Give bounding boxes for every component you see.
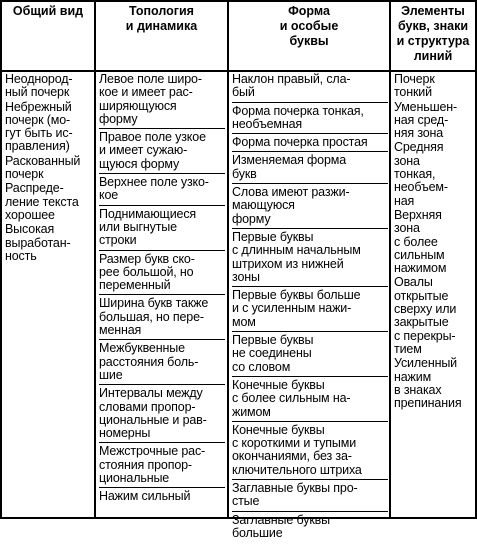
header-elements — [391, 4, 475, 68]
header-line: и особые — [279, 19, 339, 33]
item-line: Заглавные буквы про- — [232, 481, 358, 496]
item-line: менная — [99, 323, 142, 338]
item-line: тонкий — [394, 85, 432, 100]
item-line: Межстрочные рас- — [99, 444, 206, 459]
item-line: стояния пропор- — [99, 457, 192, 472]
item-line: тонкая, — [394, 167, 436, 182]
list-item — [232, 289, 388, 332]
list-item — [99, 176, 225, 206]
item-line: штрихом из нижней — [232, 256, 344, 271]
list-item — [232, 136, 388, 152]
item-line: Высокая — [5, 222, 55, 237]
list-item — [99, 342, 225, 385]
item-line: Ширина букв также — [99, 296, 209, 311]
list-item — [232, 482, 388, 512]
list-item — [99, 490, 225, 505]
item-line: ность — [5, 248, 37, 263]
list-item — [99, 387, 225, 443]
item-line: с длинным начальным — [232, 243, 361, 258]
item-line: хорошее — [5, 207, 55, 222]
item-line: с более сильным на- — [232, 391, 351, 406]
header-line: Форма — [288, 4, 330, 18]
list-item — [232, 231, 388, 287]
item-line: Верхняя — [394, 207, 442, 222]
item-line: шие — [99, 367, 123, 382]
item-line: нажимом — [394, 261, 447, 276]
item-line: Конечные буквы — [232, 422, 325, 437]
item-line: гут быть ис- — [5, 126, 73, 141]
item-line: Правое поле узкое — [99, 130, 206, 145]
list-item — [99, 253, 225, 296]
header-line: и динамика — [125, 19, 198, 33]
item-line: Межбуквенные — [99, 341, 185, 356]
item-line: Нажим сильный — [99, 489, 191, 504]
item-line: открытые — [394, 288, 449, 303]
item-line: Почерк — [394, 72, 435, 86]
item-line: словами пропор- — [99, 399, 196, 414]
item-line: необъем- — [394, 180, 448, 195]
item-line: закрытые — [394, 315, 449, 330]
item-line: Средняя — [394, 140, 444, 155]
header-line: линий — [413, 49, 453, 63]
item-line: Конечные буквы — [232, 377, 325, 392]
list-item — [99, 73, 225, 129]
item-line: сильным — [394, 247, 445, 262]
list-item — [232, 514, 388, 543]
list-item — [394, 141, 474, 208]
list-item — [232, 334, 388, 377]
item-line: букв — [232, 166, 257, 181]
list-item — [5, 155, 93, 183]
item-line: Заглавные буквы — [232, 512, 330, 527]
column-divider-3 — [389, 0, 391, 519]
header-line: и структура — [396, 34, 470, 48]
item-line: переменный — [99, 278, 171, 293]
header-line: Общий вид — [12, 4, 84, 18]
item-line: необъемная — [232, 116, 303, 131]
item-line: расстояния боль- — [99, 354, 199, 369]
item-line: выработан- — [5, 235, 71, 250]
list-item — [5, 73, 93, 101]
item-line: Раскованный — [5, 153, 81, 168]
list-item — [232, 424, 388, 480]
item-line: кое — [99, 188, 119, 203]
list-item — [394, 101, 474, 142]
item-line: ключительного штриха — [232, 462, 362, 477]
list-item — [232, 105, 388, 135]
list-item — [99, 131, 225, 174]
item-line: и с усиленным нажи- — [232, 301, 352, 316]
item-line: правления) — [5, 139, 70, 154]
list-item — [232, 73, 388, 103]
list-item — [394, 73, 474, 101]
item-line: Первые буквы — [232, 229, 314, 244]
item-line: мом — [232, 314, 256, 329]
column-elements — [394, 73, 474, 411]
item-line: Первые буквы — [232, 333, 314, 348]
table-border-top — [0, 0, 477, 2]
item-line: в знаках — [394, 382, 442, 397]
list-item — [5, 101, 93, 155]
list-item — [232, 154, 388, 184]
item-line: почерк — [5, 167, 44, 182]
item-line: тием — [394, 341, 422, 356]
item-line: большие — [232, 525, 283, 540]
header-line: буквы — [289, 34, 329, 48]
item-line: Поднимающиеся — [99, 206, 197, 221]
list-item — [5, 182, 93, 223]
list-item — [394, 209, 474, 276]
list-item — [232, 379, 388, 422]
item-line: Слова имеют разжи- — [232, 185, 350, 200]
item-line: или выгнутые — [99, 219, 177, 234]
item-line: форму — [99, 111, 138, 126]
item-line: ширяющуюся — [99, 98, 177, 113]
column-topology — [99, 73, 225, 508]
column-general-view — [5, 73, 93, 264]
item-line: с короткими и тупыми — [232, 436, 357, 451]
item-line: няя зона — [394, 126, 444, 141]
item-line: ная — [394, 193, 415, 208]
item-line: кое и имеет рас- — [99, 85, 193, 100]
list-item — [394, 357, 474, 411]
item-line: зона — [394, 221, 420, 236]
list-item — [5, 223, 93, 264]
item-line: ная сред- — [394, 112, 449, 127]
header-line: Топология — [129, 4, 194, 18]
column-divider-2 — [227, 0, 229, 519]
item-line: Неоднород- — [5, 72, 73, 86]
list-item — [394, 276, 474, 357]
item-line: не соединены — [232, 346, 312, 361]
item-line: почерк (мо- — [5, 112, 71, 127]
item-line: Интервалы между — [99, 386, 203, 401]
list-item — [99, 297, 225, 340]
item-line: нажим — [394, 369, 432, 384]
item-line: мающуюся — [232, 198, 295, 213]
header-topology — [96, 4, 227, 68]
item-line: Небрежный — [5, 99, 72, 114]
item-line: Распреде- — [5, 181, 64, 196]
item-line: форму — [232, 211, 271, 226]
item-line: ный почерк — [5, 85, 70, 100]
item-line: номерны — [99, 426, 151, 441]
item-line: Усиленный — [394, 356, 458, 371]
header-line: Элементы — [401, 4, 465, 18]
item-line: стые — [232, 494, 260, 509]
column-form — [232, 73, 388, 544]
item-line: зона — [394, 153, 420, 168]
item-line: сверху или — [394, 302, 457, 317]
item-line: Первые буквы больше — [232, 288, 361, 303]
item-line: Наклон правый, сла- — [232, 72, 351, 86]
item-line: Форма почерка простая — [232, 135, 368, 150]
list-item — [232, 186, 388, 229]
item-line: и имеет сужаю- — [99, 143, 188, 158]
item-line: Верхнее поле узко- — [99, 175, 209, 190]
item-line: окончаниями, без за- — [232, 449, 352, 464]
header-form — [229, 4, 389, 68]
list-item — [99, 445, 225, 488]
item-line: Левое поле широ- — [99, 72, 202, 86]
header-general-view — [2, 4, 94, 68]
item-line: Изменяемая форма — [232, 153, 347, 168]
item-line: Форма почерка тонкая, — [232, 103, 364, 118]
item-line: с более — [394, 234, 438, 249]
item-line: жимом — [232, 404, 271, 419]
item-line: щуюся форму — [99, 156, 180, 171]
item-line: Уменьшен- — [394, 99, 458, 114]
item-line: строки — [99, 233, 137, 248]
list-item — [99, 208, 225, 251]
item-line: ление текста — [5, 194, 79, 209]
item-line: циональные — [99, 471, 170, 486]
item-line: циональные и рав- — [99, 412, 207, 427]
item-line: с перекры- — [394, 328, 456, 343]
item-line: Размер букв ско- — [99, 251, 195, 266]
item-line: препинания — [394, 396, 462, 411]
table-border-left — [0, 0, 2, 519]
item-line: Овалы — [394, 275, 433, 290]
item-line: бый — [232, 85, 255, 100]
header-line: букв, знаки — [397, 19, 469, 33]
item-line: зоны — [232, 269, 260, 284]
item-line: рее большой, но — [99, 264, 194, 279]
item-line: большая, но пере- — [99, 309, 204, 324]
column-divider-1 — [94, 0, 96, 519]
item-line: со словом — [232, 359, 291, 374]
